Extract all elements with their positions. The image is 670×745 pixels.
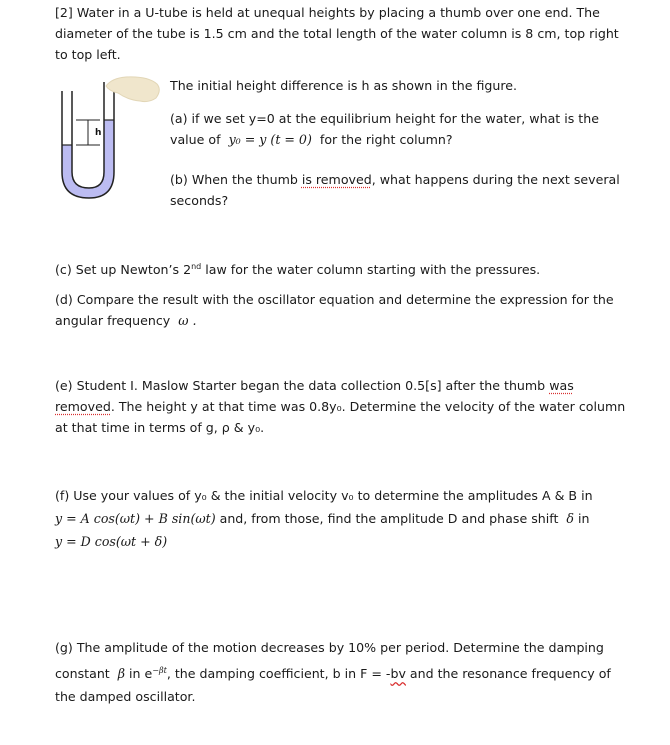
initial-height-text: The initial height difference is h as shown in the figure. [170, 78, 518, 93]
y0-expression: y₀ = y (t = 0) [228, 132, 312, 147]
spellcheck-removed: removed [55, 399, 111, 414]
equation-d: y = D cos(ωt + δ) [55, 534, 168, 549]
equation-ab: y = A cos(ωt) + B sin(ωt) [55, 511, 216, 526]
part-b: (b) When the thumb is removed, what happens during the next several seconds? [170, 172, 620, 208]
problem-intro: [2] Water in a U-tube is held at unequal heights by placing a thumb over one end. The diameter of the tube is 1.5 cm and the total length of the water column is 8 cm, top right to top left. [55, 5, 619, 62]
part-e: (e) Student I. Maslow Starter began the data collection 0.5[s] after the thumb was removed. The height y at that time was 0.8y₀. Determine the velocity of the water column at that time in terms of g, ρ & y₀. [55, 378, 626, 435]
part-a: (a) if we set y=0 at the equilibrium height for the water, what is the value of y₀ = y (t = 0) for the right column? [170, 111, 599, 147]
problem-number: [2] [55, 5, 73, 20]
spellcheck-is-removed: is removed [301, 172, 372, 187]
spellcheck-bv: bv [390, 666, 406, 682]
part-f: (f) Use your values of y₀ & the initial velocity v₀ to determine the amplitudes A & B in y = A cos(ωt) + B sin(ωt) and, from those, find the amplitude D and phase shift δ in y = D cos(ωt + δ) [55, 484, 593, 553]
part-c: (c) Set up Newton’s 2nd law for the water column starting with the pressures. [55, 262, 541, 278]
part-d: (d) Compare the result with the oscillator equation and determine the expression for the angular frequency ω . [55, 292, 614, 328]
u-tube-figure [56, 76, 164, 202]
part-g: (g) The amplitude of the motion decreases by 10% per period. Determine the damping constant β in $e^{-\beta t}$, the damping coefficient, b in F = -bv and the resonance frequency of the damped oscillator. [55, 640, 611, 705]
omega-symbol: ω . [178, 313, 197, 328]
spellcheck-was: was [549, 378, 574, 393]
h-label: h [95, 128, 102, 138]
